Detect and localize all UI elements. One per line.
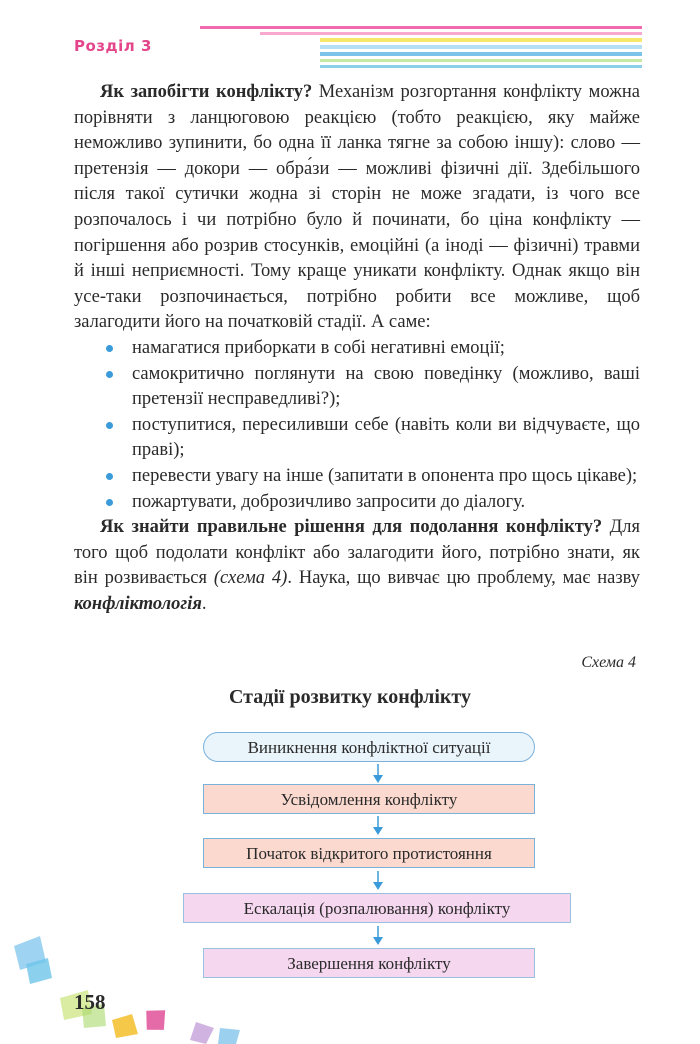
arrow-down-icon (372, 871, 384, 891)
list-item: пожартувати, доброзичливо запросити до діалогу. (74, 490, 640, 516)
stage-box-open-confrontation: Початок відкритого протистояння (203, 838, 535, 868)
stage-box-emergence: Виникнення конфліктної ситуації (203, 732, 535, 762)
paragraph-prevention-text: Механізм розгортання конфлікту можна порівняти з ланцюговою реакцією (тобто реакцією, яку майже неможливо зупинити, бо одна її ланка тягне за собою іншу): слово — претензія — докори — обра́зи — можливі фізичні дії. Здебільшого після такої сутички жодна зі сторін не може згадати, із чого все розпочалось і чи потрібно було й починати, бо ціна конфлікту — погіршення або розрив стосунків, емоційні (а іноді — фізичні) травми й інші неприємності. Тому краще уникати конфлікту. Однак якщо він усе-таки розпочинається, потрібно робити все можливе, щоб залагодити його на початковій стадії. А саме: (74, 82, 640, 333)
list-item: самокритично поглянути на свою поведінку (можливо, ваші претензії несправедливі?); (74, 362, 640, 413)
heading-prevention: Як запобігти конфлікту? (100, 82, 313, 102)
paragraph-solution (74, 515, 640, 617)
section-label: Розділ 3 (74, 37, 152, 55)
stage-box-awareness: Усвідомлення конфлікту (203, 784, 535, 814)
scheme-reference: (схема 4) (213, 568, 288, 589)
arrow-down-icon (372, 764, 384, 784)
paragraph-prevention (74, 80, 640, 336)
list-item: намагатися приборкати в собі негативні емоції; (74, 336, 640, 362)
diagram-title: Стадії розвитку конфлікту (228, 686, 471, 708)
heading-solution: Як знайти правильне рішення для подолання конфлікту? (100, 517, 603, 538)
stage-box-escalation: Ескалація (розпалювання) конфлікту (183, 893, 571, 923)
page-number: 158 (74, 990, 106, 1014)
decorative-confetti (0, 890, 260, 1044)
term-conflictology: конфліктологія (74, 593, 202, 614)
paragraph-solution-text-b: . Наука, що вивчає цю проблему, має назву (287, 568, 640, 589)
stage-box-completion: Завершення конфлікту (203, 948, 535, 978)
advice-list (74, 336, 640, 515)
paragraph-solution-text-a: Для того щоб подолати конфлікт або залагодити його, потрібно знати, як він розвивається (74, 517, 640, 589)
header-decoration-stripes (200, 26, 642, 70)
arrow-down-icon (372, 926, 384, 946)
paragraph-solution-end: . (201, 593, 207, 614)
list-item: перевести увагу на інше (запитати в опонента про щось цікаве); (74, 464, 640, 490)
scheme-label: Схема 4 (581, 654, 636, 671)
arrow-down-icon (372, 816, 384, 836)
main-text (74, 80, 640, 617)
list-item: поступитися, пересиливши себе (навіть коли ви відчуваєте, що праві); (74, 413, 640, 464)
